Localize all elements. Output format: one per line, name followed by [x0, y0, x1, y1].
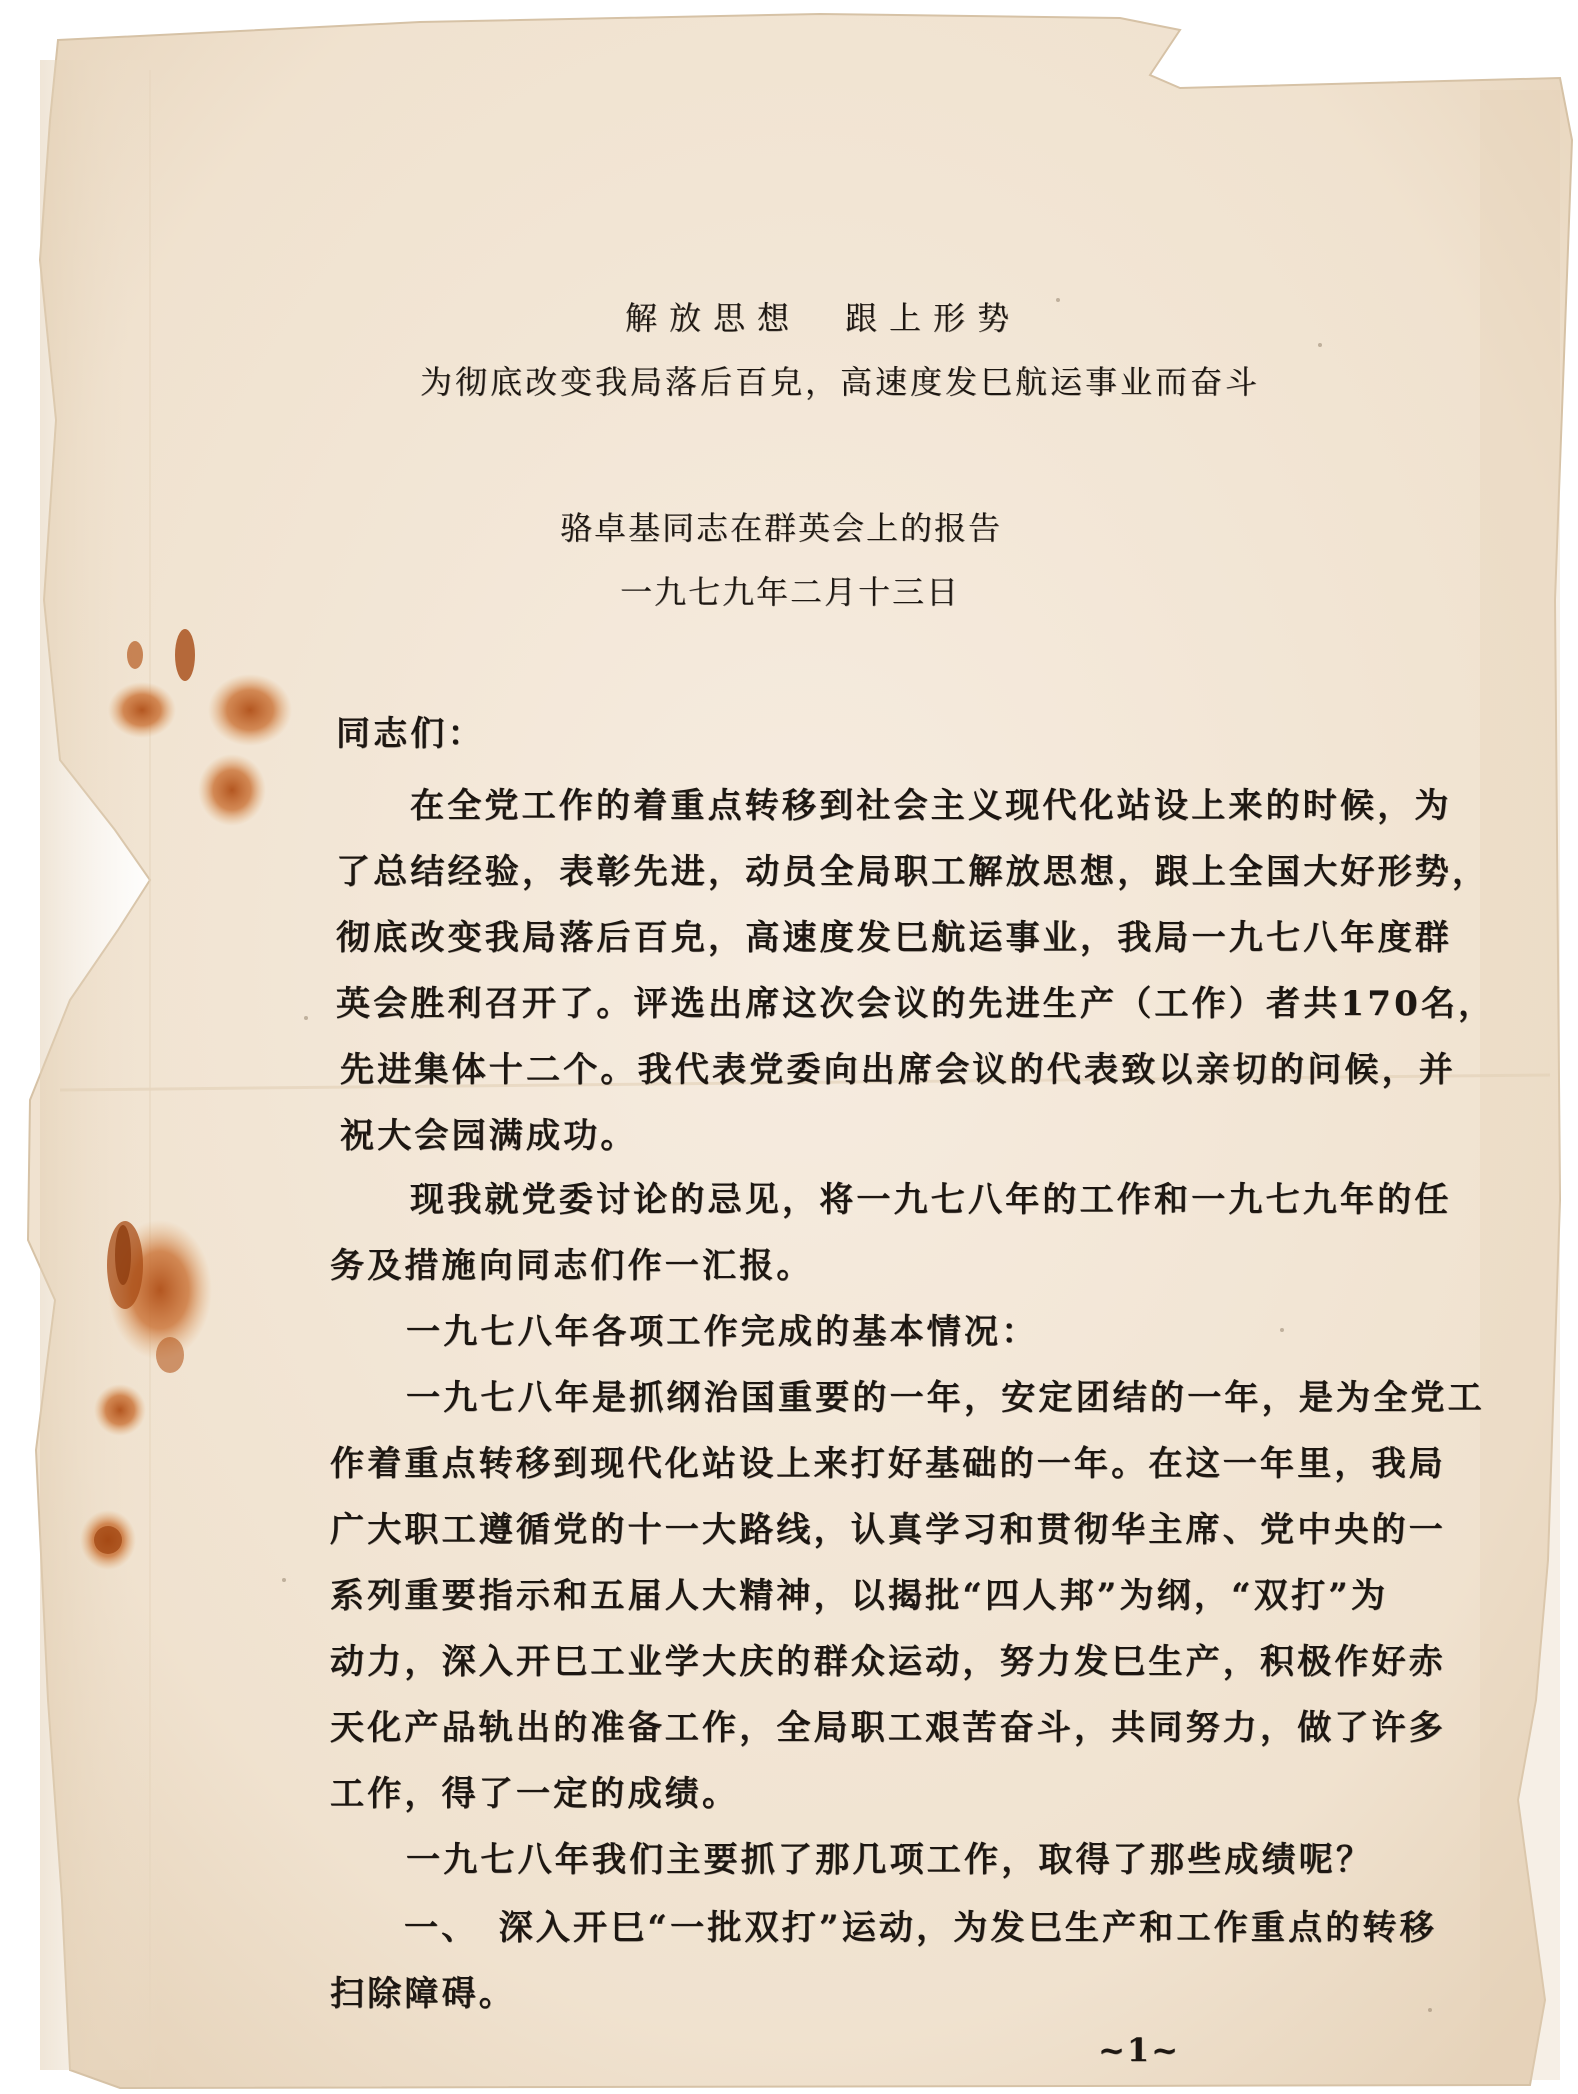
- body-line: 一九七八年我们主要抓了那几项工作，取得了那些成绩呢？: [406, 1840, 1374, 1880]
- body-line: 广大职工遵循党的十一大路线，认真学习和贯彻华主席、党中央的一: [330, 1510, 1446, 1550]
- document-title: 解放思想 跟上形势: [625, 299, 1022, 337]
- body-line: 作着重点转移到现代化站设上来打好基础的一年。在这一年里，我局: [330, 1444, 1446, 1484]
- body-line: 祝大会园满成功。: [340, 1116, 638, 1156]
- section-heading: 一九七八年各项工作完成的基本情况：: [406, 1312, 1039, 1352]
- salutation: 同志们：: [336, 714, 485, 754]
- body-line: 彻底改变我局落后百皃，高速度发巳航运事业，我局一九七八年度群: [336, 918, 1452, 958]
- body-line: 天化产品轨出的准备工作，全局职工艰苦奋斗，共同努力，做了许多: [330, 1708, 1446, 1748]
- body-line: 英会胜利召开了。评选出席这次会议的先进生产（工作）者共170名，: [336, 984, 1496, 1024]
- body-line: 务及措施向同志们作一汇报。: [330, 1246, 814, 1286]
- document-subtitle: 为彻底改变我局落后百皃，高速度发巳航运事业而奋斗: [420, 363, 1261, 401]
- page-number: ~1~: [1098, 2031, 1180, 2069]
- body-line: 现我就党委讨论的忌见，将一九七八年的工作和一九七九年的任: [410, 1180, 1452, 1220]
- report-date: 一九七九年二月十三日: [620, 573, 961, 611]
- body-line: 工作，得了一定的成绩。: [330, 1774, 740, 1814]
- body-line: 系列重要指示和五届人大精神，以揭批“四人邦”为纲，“双打”为: [330, 1576, 1389, 1616]
- section-item: 一、 深入开巳“一批双打”运动，为发巳生产和工作重点的转移: [404, 1908, 1437, 1948]
- body-line: 了总结经验，表彰先进，动员全局职工解放思想，跟上全国大好形势，: [336, 852, 1490, 892]
- body-line: 先进集体十二个。我代表党委向出席会议的代表致以亲切的问候，并: [340, 1050, 1456, 1090]
- body-line: 一九七八年是抓纲治国重要的一年，安定团结的一年，是为全党工: [406, 1378, 1485, 1418]
- body-line: 动力，深入开巳工业学大庆的群众运动，努力发巳生产，积极作好赤: [330, 1642, 1446, 1682]
- body-line: 扫除障碍。: [330, 1974, 516, 2014]
- report-byline: 骆卓基同志在群英会上的报告: [560, 509, 1003, 547]
- body-line: 在全党工作的着重点转移到社会主义现代化站设上来的时候，为: [410, 786, 1452, 826]
